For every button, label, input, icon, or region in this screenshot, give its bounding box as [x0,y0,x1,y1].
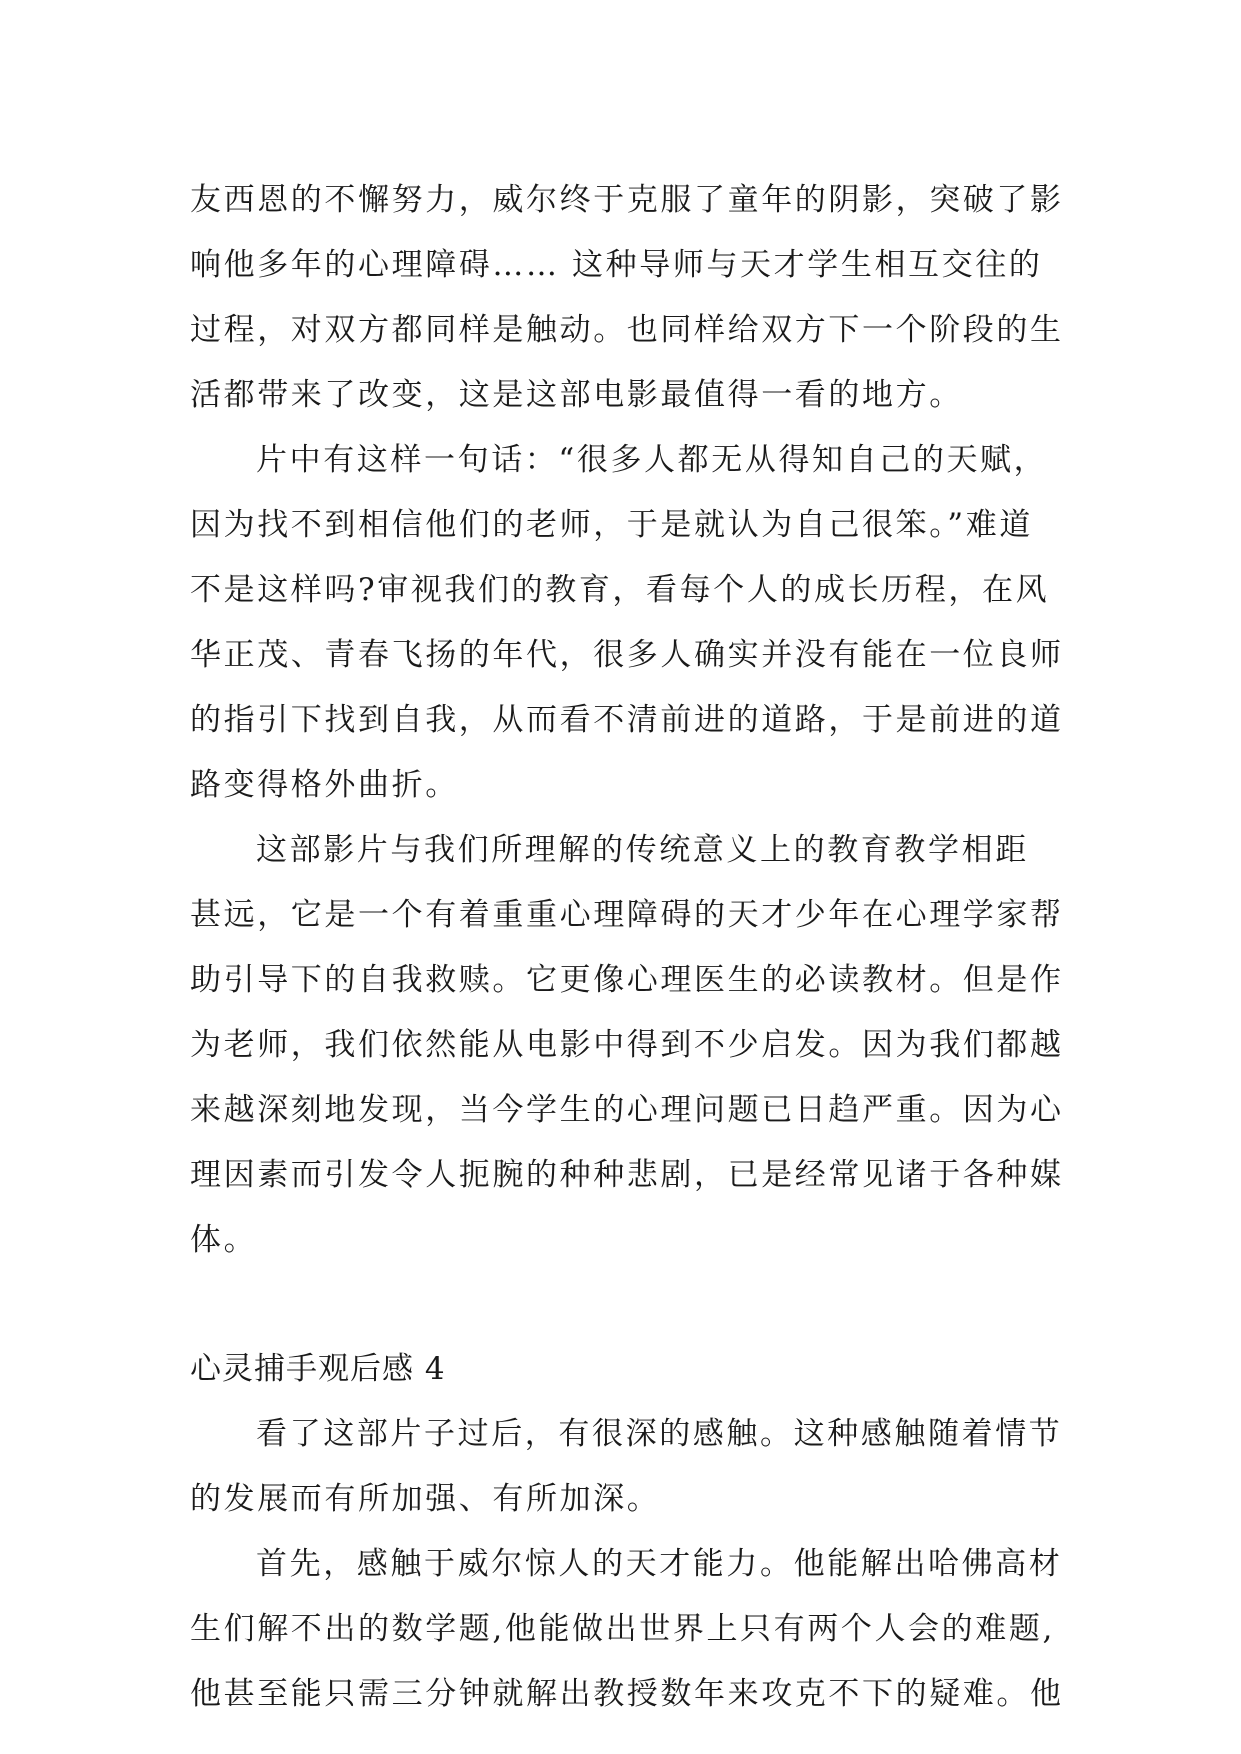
paragraph-line: 的指引下找到自我，从而看不清前进的道路，于是前进的道 [190,702,1064,738]
paragraph-1 [190,168,1064,428]
paragraph-line: 响他多年的心理障碍…… 这种导师与天才学生相互交往的 [190,247,1043,283]
paragraph-line: 不是这样吗?审视我们的教育，看每个人的成长历程，在风 [190,572,1050,608]
paragraph-line: 体。 [190,1222,258,1258]
paragraph-2 [190,428,1064,818]
paragraph-line: 为老师，我们依然能从电影中得到不少启发。因为我们都越 [190,1027,1064,1063]
paragraph-line: 看了这部片子过后，有很深的感触。这种感触随着情节 [256,1416,1063,1452]
paragraph-line: 来越深刻地发现，当今学生的心理问题已日趋严重。因为心 [190,1092,1064,1128]
section-heading: 心灵捕手观后感 4 [190,1351,446,1387]
paragraph-line: 首先，感触于威尔惊人的天才能力。他能解出哈佛高材 [256,1546,1063,1582]
paragraph-line: 路变得格外曲折。 [190,767,459,803]
paragraph-line: 活都带来了改变，这是这部电影最值得一看的地方。 [190,377,963,413]
paragraph-5 [190,1532,1064,1727]
paragraph-line: 他甚至能只需三分钟就解出教授数年来攻克不下的疑难。他 [190,1676,1064,1712]
paragraph-line: 友西恩的不懈努力，威尔终于克服了童年的阴影，突破了影 [190,182,1064,218]
paragraph-line: 的发展而有所加强、有所加深。 [190,1481,661,1517]
paragraph-3 [190,818,1064,1273]
paragraph-line: 生们解不出的数学题,他能做出世界上只有两个人会的难题, [190,1611,1055,1647]
paragraph-line: 因为找不到相信他们的老师，于是就认为自己很笨。”难道 [190,507,1033,543]
section-spacer [190,1273,1050,1337]
document-body [190,168,1064,1727]
paragraph-line: 助引导下的自我救赎。它更像心理医生的必读教材。但是作 [190,962,1064,998]
paragraph-line: 甚远，它是一个有着重重心理障碍的天才少年在心理学家帮 [190,897,1064,933]
paragraph-line: 华正茂、青春飞扬的年代，很多人确实并没有能在一位良师 [190,637,1064,673]
paragraph-line: 过程，对双方都同样是触动。也同样给双方下一个阶段的生 [190,312,1064,348]
paragraph-line: 片中有这样一句话：“很多人都无从得知自己的天赋， [256,442,1048,478]
paragraph-line: 这部影片与我们所理解的传统意义上的教育教学相距 [256,832,1029,868]
paragraph-4 [190,1402,1063,1532]
paragraph-line: 理因素而引发令人扼腕的种种悲剧，已是经常见诸于各种媒 [190,1157,1064,1193]
